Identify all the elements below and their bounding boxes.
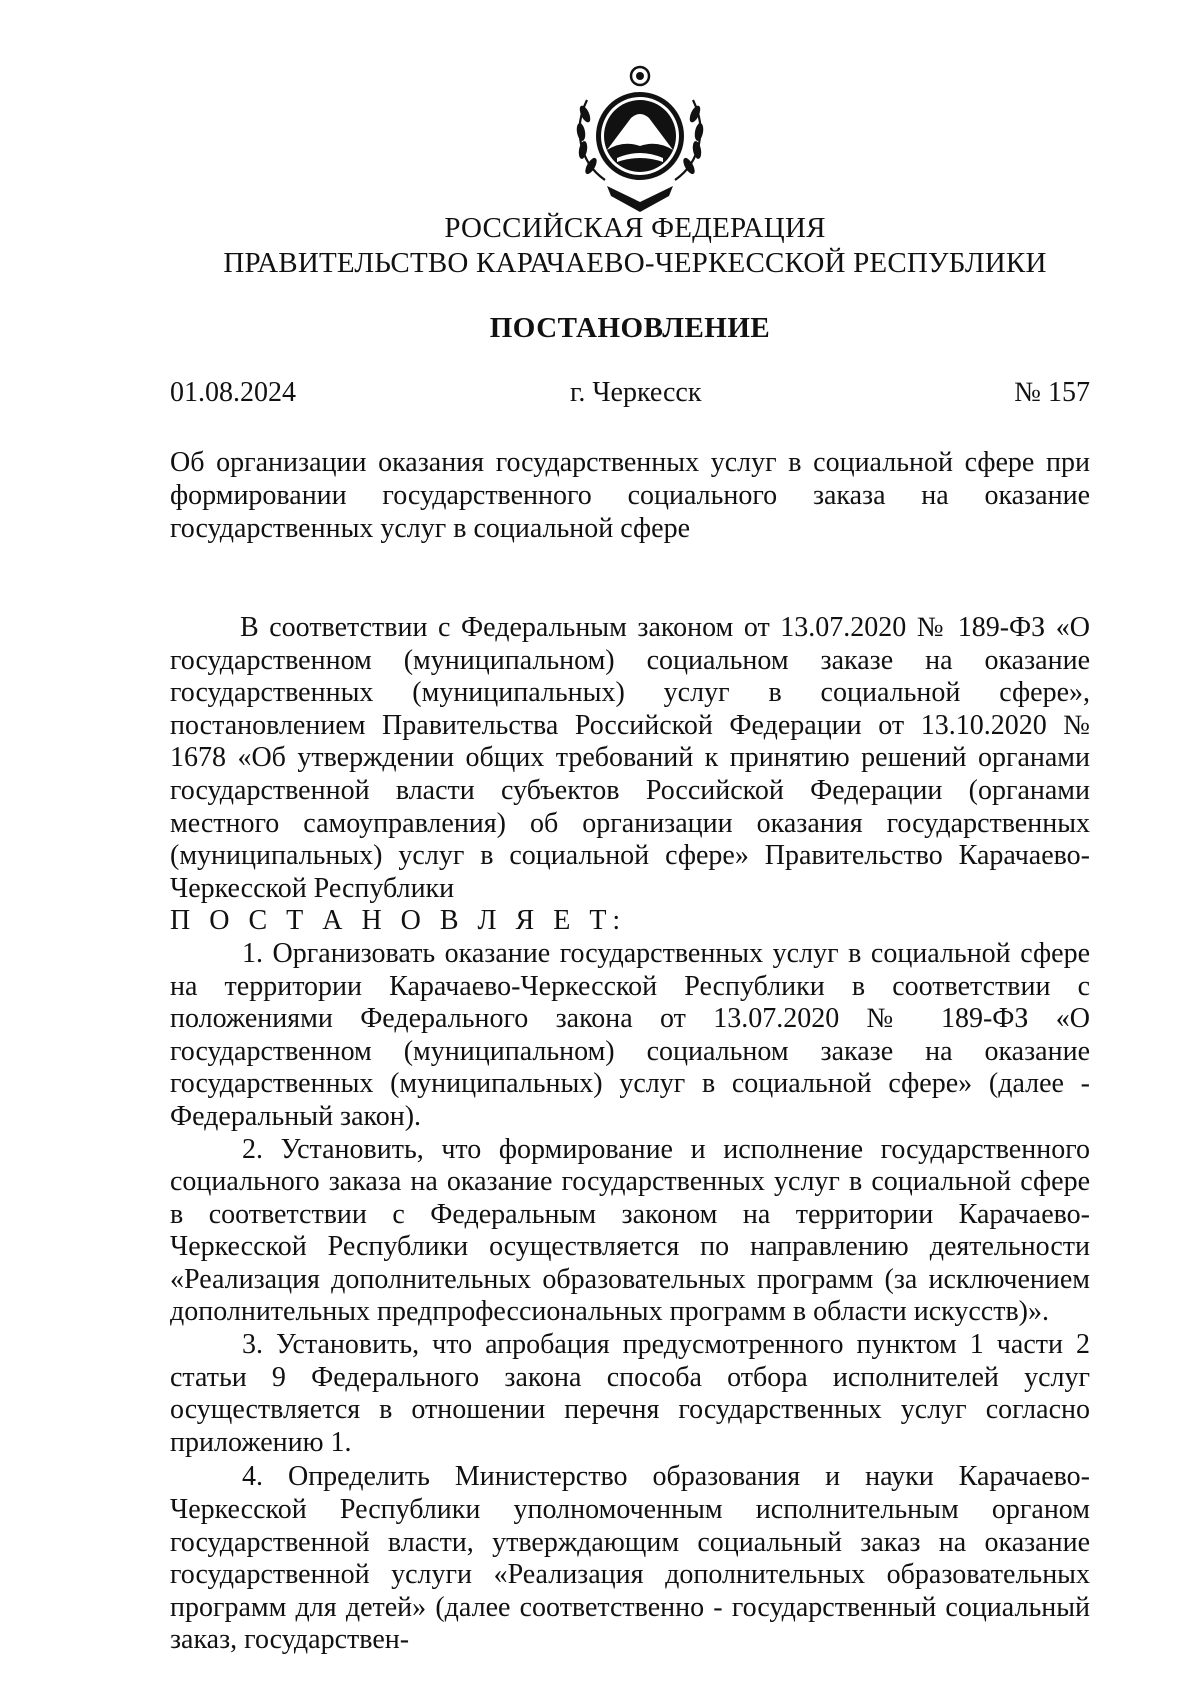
- coat-of-arms-icon: [565, 62, 715, 214]
- decree-item-3: 3. Установить, что апробация предусмотренного пунктом 1 части 2 статьи 9 Федерального закона способа отбора исполнителей услуг осуществляется в отношении перечня государственных услуг согласно приложению 1.: [170, 1329, 1090, 1458]
- document-meta-row: [170, 377, 1090, 413]
- document-date: 01.08.2024: [170, 377, 296, 408]
- decree-item-2: 2. Установить, что формирование и исполнение государственного социального заказа на оказание государственных услуг в социальной сфере в соответствии с Федеральным законом на территории Карачаево-Черкесской Республики осуществляется по направлению деятельности «Реализация дополнительных образовательных программ (за исключением дополнительных предпрофессиональных программ в области искусств)».: [170, 1133, 1090, 1328]
- document-type-title: ПОСТАНОВЛЕНИЕ: [489, 312, 771, 344]
- document-subject-title: Об организации оказания государственных услуг в социальной сфере при формировании государственного социального заказа на оказание государственных услуг в социальной сфере: [170, 447, 1090, 544]
- document-body: [170, 612, 1090, 1657]
- decree-item-1: 1. Организовать оказание государственных услуг в социальной сфере на территории Карачаево-Черкесской Республики в соответствии с положениями Федерального закона от 13.07.2020 № 189-ФЗ «О государственном (муниципальном) социальном заказе на оказание государственных (муниципальных) услуг в социальной сфере» (далее - Федеральный закон).: [170, 937, 1090, 1132]
- decree-word: П О С Т А Н О В Л Я Е Т:: [170, 905, 627, 937]
- header-government: ПРАВИТЕЛЬСТВО КАРАЧАЕВО-ЧЕРКЕССКОЙ РЕСПУБЛИКИ: [223, 247, 1047, 279]
- header-country: РОССИЙСКАЯ ФЕДЕРАЦИЯ: [444, 212, 826, 244]
- document-city: г. Черкесск: [570, 377, 702, 408]
- document-number: № 157: [1014, 377, 1090, 408]
- preamble-paragraph: В соответствии с Федеральным законом от 13.07.2020 № 189-ФЗ «О государственном (муниципальном) социальном заказе на оказание государственных (муниципальных) услуг в социальной сфере», постановлением Правительства Российской Федерации от 13.10.2020 № 1678 «Об утверждении общих требований к принятию решений органами государственной власти субъектов Российской Федерации (органами местного самоуправления) об организации оказания государственных (муниципальных) услуг в социальной сфере» Правительство Карачаево-Черкесской Республики: [170, 612, 1090, 904]
- decree-item-4: 4. Определить Министерство образования и науки Карачаево- Черкесской Республики уполномоченным исполнительным органом государственной власти, утверждающим социальный заказ на оказание государственной услуги «Реализация дополнительных образовательных программ для детей» (далее соответственно - государственный социальный заказ, государствен-: [170, 1461, 1090, 1656]
